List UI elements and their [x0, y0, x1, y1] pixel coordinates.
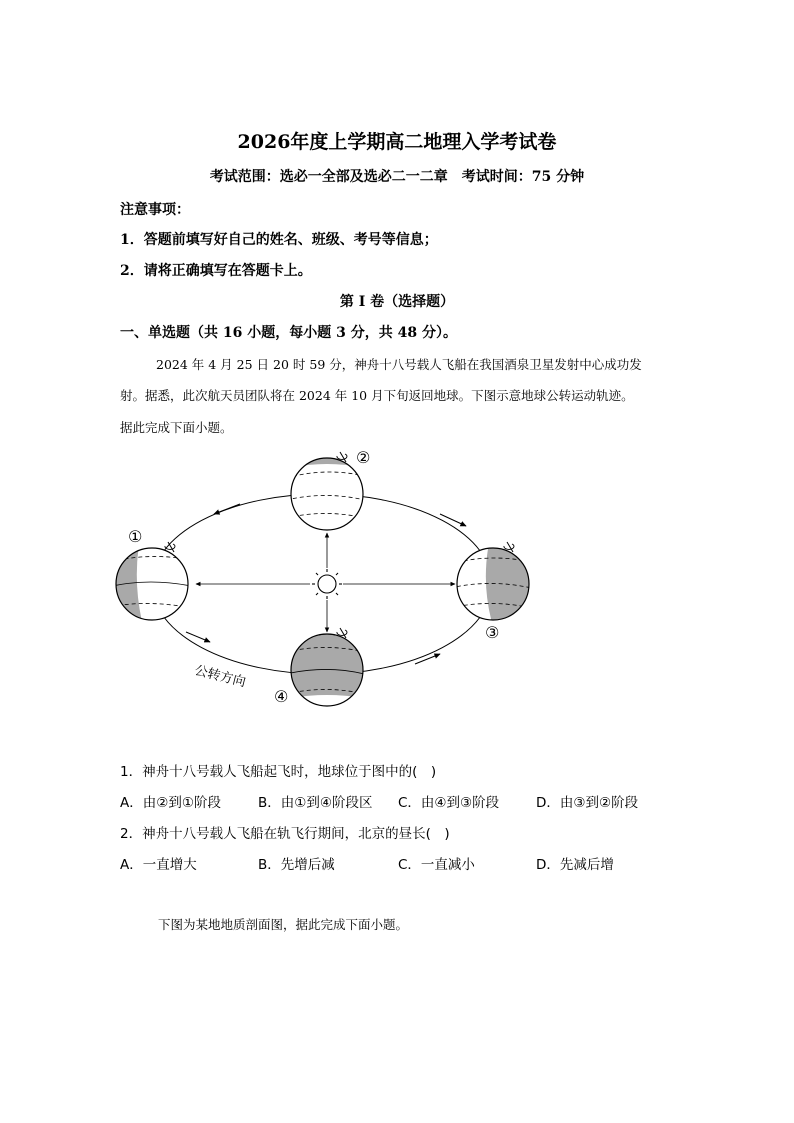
question-1-option-b: B．由①到④阶段区 [258, 795, 373, 811]
position-label-2: ② [356, 448, 371, 467]
question-2-option-c: C．一直减小 [398, 857, 475, 873]
position-label-1: ① [128, 527, 143, 546]
question-2-option-b: B．先增后减 [258, 857, 335, 873]
question-2-option-d: D．先减后增 [536, 857, 614, 873]
earth-revolution-figure [110, 438, 550, 713]
position-label-3: ③ [485, 623, 500, 642]
notes-item-2: 2．请将正确填写在答题卡上。 [120, 263, 312, 279]
earth-globe-icon [280, 628, 374, 713]
orbit-arrow-icon [214, 504, 240, 514]
exam-title: 2026年度上学期高二地理入学考试卷 [237, 131, 557, 153]
earth-globe-icon [450, 538, 540, 630]
passage-line-3: 据此完成下面小题。 [120, 420, 233, 435]
question-1-option-c: C．由④到③阶段 [398, 795, 500, 811]
notes-item-1: 1．答题前填写好自己的姓名、班级、考号等信息； [120, 232, 438, 248]
question-1-option-d: D．由③到②阶段 [536, 795, 639, 811]
earth-globe-icon [110, 538, 200, 630]
passage-line-2: 射。据悉，此次航天员团队将在 2024 年 10 月下旬返回地球。下图示意地球公转运动轨迹。 [120, 388, 634, 403]
revolution-direction-label: 公转方向 [193, 663, 248, 691]
position-label-4: ④ [274, 687, 289, 706]
section-title: 一、单选题（共 16 小题，每小题 3 分，共 48 分）。 [120, 325, 457, 341]
orbit-arrow-icon [415, 654, 440, 664]
passage-line-1: 2024 年 4 月 25 日 20 时 59 分，神舟十八号载人飞船在我国酒泉卫星发射中心成功发 [156, 357, 642, 372]
question-1-option-a: A．由②到①阶段 [120, 795, 221, 811]
sun-icon [312, 569, 342, 599]
orbit-arrow-icon [440, 514, 466, 526]
question-2-option-a: A．一直增大 [120, 857, 197, 873]
exam-scope-and-time: 考试范围：选必一全部及选必二一二章 考试时间：75 分钟 [209, 169, 585, 185]
notes-heading: 注意事项： [120, 202, 190, 218]
question-2-stem: 2．神舟十八号载人飞船在轨飞行期间，北京的昼长( ) [120, 826, 450, 842]
next-passage: 下图为某地地质剖面图，据此完成下面小题。 [158, 917, 409, 932]
part-title: 第 I 卷（选择题） [339, 294, 455, 310]
question-1-stem: 1．神舟十八号载人飞船起飞时，地球位于图中的( ) [120, 764, 437, 780]
